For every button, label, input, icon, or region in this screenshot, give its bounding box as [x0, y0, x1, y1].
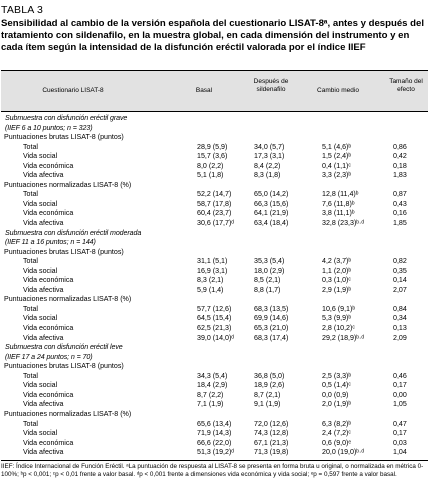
cell-c4: 1,04: [393, 448, 407, 457]
table-row: [1, 219, 428, 229]
cell-c3: 2,4 (7,2)ᶜ: [322, 429, 351, 438]
cell-c2: 67,1 (21,3): [254, 438, 289, 447]
cell-c2: 64,1 (21,9): [254, 209, 289, 218]
cell-c2: 17,3 (3,1): [254, 152, 285, 161]
cell-c0: Vida afectiva: [23, 333, 64, 342]
cell-c2: 71,3 (19,8): [254, 448, 289, 457]
score-group-heading: [1, 133, 428, 143]
table-row: [1, 334, 428, 344]
cell-c1: 8,7 (2,2): [197, 390, 224, 399]
cell-c0: Total: [23, 371, 38, 380]
cell-c0: Total: [23, 257, 38, 266]
cell-c3: 0,5 (1,4)ᶜ: [322, 381, 351, 390]
cell-c1: 62,5 (21,3): [197, 324, 232, 333]
table-row: [1, 190, 428, 200]
cell-c4: 0,17: [393, 381, 407, 390]
table-footnote: IIEF: Índice Internacional de Función Eréctil. ᵃLa puntuación de respuesta al LISAT-8 se presenta en forma bruta u original, o normalizada en métrica 0-100%; ᵇp < 0,001; ᶜp < 0,01 frente a valor basal. ᵈp < 0,001 frente a dimensiones vida económica y vida social; ᵉp = 0,597 frente a valor basal.: [1, 463, 424, 479]
cell-c2: 68,3 (13,5): [254, 304, 289, 313]
cell-c2: 35,3 (5,4): [254, 257, 285, 266]
score-group-heading: [1, 362, 428, 372]
table-header: [1, 71, 428, 112]
table-row: [1, 391, 428, 401]
subsample-heading: [1, 114, 428, 124]
cell-c2: 34,0 (5,7): [254, 142, 285, 151]
cell-c0: Vida económica: [23, 276, 74, 285]
header-effect-size: Tamaño del efecto: [389, 78, 423, 93]
cell-c3: 7,6 (11,8)ᵇ: [322, 199, 355, 208]
cell-c3: 1,1 (2,0)ᵇ: [322, 266, 352, 275]
cell-c0: Vida afectiva: [23, 285, 64, 294]
cell-c4: 0,34: [393, 314, 407, 323]
cell-c0: Puntuaciones normalizadas LISAT-8 (%): [4, 295, 132, 304]
cell-c2: 74,3 (12,8): [254, 429, 289, 438]
cell-c4: 1,05: [393, 400, 407, 409]
table-row: [1, 209, 428, 219]
cell-c3: 2,5 (3,3)ᵇ: [322, 371, 352, 380]
header-questionnaire: Cuestionario LISAT-8: [42, 87, 104, 94]
cell-c2: 8,4 (2,2): [254, 161, 281, 170]
cell-c3: 0,3 (1,0)ᶜ: [322, 276, 351, 285]
cell-c4: 0,47: [393, 419, 407, 428]
cell-c0: (IIEF 6 a 10 puntos; n = 323): [5, 123, 93, 132]
cell-c2: 8,7 (2,1): [254, 390, 281, 399]
table-row: [1, 439, 428, 449]
cell-c0: Vida afectiva: [23, 171, 64, 180]
cell-c0: Puntuaciones normalizadas LISAT-8 (%): [4, 180, 132, 189]
cell-c0: (IIEF 11 a 16 puntos; n = 144): [5, 238, 96, 247]
cell-c0: Vida económica: [23, 390, 74, 399]
cell-c3: 32,8 (23,3)ᵇ·ᵈ: [322, 219, 365, 228]
cell-c3: 5,3 (9,9)ᵇ: [322, 314, 352, 323]
cell-c4: 0,82: [393, 257, 407, 266]
cell-c0: Total: [23, 190, 38, 199]
cell-c0: Vida económica: [23, 324, 74, 333]
cell-c4: 0,18: [393, 161, 407, 170]
table-body: [1, 112, 428, 460]
cell-c1: 65,6 (13,4): [197, 419, 232, 428]
cell-c0: Vida económica: [23, 161, 74, 170]
table-row: [1, 171, 428, 181]
cell-c2: 72,0 (12,6): [254, 419, 289, 428]
cell-c0: Total: [23, 304, 38, 313]
cell-c3: 29,2 (18,9)ᵇ·ᵈ: [322, 333, 365, 342]
subsample-heading: [1, 353, 428, 363]
cell-c0: Submuestra con disfunción eréctil grave: [5, 114, 128, 122]
cell-c2: 69,9 (14,6): [254, 314, 289, 323]
cell-c2: 63,4 (18,4): [254, 219, 289, 228]
cell-c0: Vida económica: [23, 209, 74, 218]
cell-c0: Total: [23, 142, 38, 151]
cell-c2: 9,1 (1,9): [254, 400, 281, 409]
table-row: [1, 448, 428, 458]
cell-c2: 36,8 (5,0): [254, 371, 285, 380]
cell-c0: (IIEF 17 a 24 puntos; n = 70): [5, 352, 93, 361]
cell-c1: 30,6 (17,7)ᵈ: [197, 219, 234, 228]
cell-c2: 18,0 (2,9): [254, 266, 285, 275]
cell-c1: 8,0 (2,2): [197, 161, 224, 170]
cell-c4: 0,87: [393, 190, 407, 199]
cell-c1: 18,4 (2,9): [197, 381, 228, 390]
table-number: TABLA 3: [1, 4, 44, 16]
header-basal: Basal: [195, 87, 213, 94]
cell-c1: 39,0 (14,0)ᵈ: [197, 333, 234, 342]
table-row: [1, 276, 428, 286]
cell-c4: 0,43: [393, 199, 407, 208]
table-row: [1, 162, 428, 172]
cell-c1: 28,9 (5,9): [197, 142, 228, 151]
cell-c3: 3,3 (2,3)ᵇ: [322, 171, 352, 180]
cell-c4: 0,17: [393, 429, 407, 438]
cell-c1: 58,7 (17,8): [197, 199, 232, 208]
cell-c1: 15,7 (3,6): [197, 152, 228, 161]
cell-c2: 68,3 (17,4): [254, 333, 289, 342]
cell-c1: 31,1 (5,1): [197, 257, 228, 266]
cell-c3: 2,8 (10,2)ᶜ: [322, 324, 355, 333]
cell-c3: 6,3 (8,2)ᵇ: [322, 419, 352, 428]
cell-c4: 0,86: [393, 142, 407, 151]
cell-c3: 20,0 (19,0)ᵇ·ᵈ: [322, 448, 365, 457]
subsample-heading: [1, 343, 428, 353]
cell-c4: 0,00: [393, 390, 407, 399]
header-mean-change: Cambio medio: [317, 87, 359, 94]
subsample-heading: [1, 124, 428, 134]
cell-c4: 2,07: [393, 285, 407, 294]
cell-c1: 71,9 (14,3): [197, 429, 232, 438]
cell-c0: Vida social: [23, 266, 58, 275]
cell-c1: 16,9 (3,1): [197, 266, 228, 275]
table-row: [1, 305, 428, 315]
cell-c3: 5,1 (4,6)ᵇ: [322, 142, 352, 151]
score-group-heading: [1, 295, 428, 305]
cell-c1: 52,2 (14,7): [197, 190, 232, 199]
cell-c0: Vida social: [23, 429, 58, 438]
table-row: [1, 143, 428, 153]
table-title: Sensibilidad al cambio de la versión española del cuestionario LISAT-8ᵃ, antes y después del tratamiento con sildenafilo, en la muestra global, en cada dimensión del instrumento y en cada ítem según la intensidad de la disfunción eréctil valorada por el índice IIEF: [1, 18, 425, 53]
cell-c1: 34,3 (5,4): [197, 371, 228, 380]
cell-c0: Vida social: [23, 314, 58, 323]
cell-c1: 64,5 (15,4): [197, 314, 232, 323]
cell-c3: 3,8 (11,1)ᵇ: [322, 209, 355, 218]
cell-c0: Vida afectiva: [23, 219, 64, 228]
table-row: [1, 400, 428, 410]
cell-c0: Submuestra con disfunción eréctil moderada: [5, 228, 142, 237]
cell-c4: 0,42: [393, 152, 407, 161]
cell-c4: 0,46: [393, 371, 407, 380]
cell-c3: 2,9 (1,9)ᵇ: [322, 285, 352, 294]
cell-c1: 5,1 (1,8): [197, 171, 224, 180]
table-row: [1, 257, 428, 267]
cell-c0: Puntuaciones normalizadas LISAT-8 (%): [4, 409, 132, 418]
cell-c1: 66,6 (22,0): [197, 438, 232, 447]
table-row: [1, 314, 428, 324]
table-row: [1, 200, 428, 210]
table-row: [1, 372, 428, 382]
cell-c3: 0,0 (0,9): [322, 390, 349, 399]
cell-c1: 8,3 (2,1): [197, 276, 224, 285]
cell-c0: Total: [23, 419, 38, 428]
cell-c0: Puntuaciones brutas LISAT-8 (puntos): [4, 362, 124, 371]
table-row: [1, 324, 428, 334]
cell-c3: 4,2 (3,7)ᵇ: [322, 257, 352, 266]
cell-c3: 2,0 (1,9)ᵇ: [322, 400, 352, 409]
cell-c4: 1,85: [393, 219, 407, 228]
cell-c4: 2,09: [393, 333, 407, 342]
cell-c0: Vida afectiva: [23, 400, 64, 409]
cell-c0: Vida afectiva: [23, 448, 64, 457]
cell-c2: 8,3 (1,8): [254, 171, 281, 180]
cell-c3: 10,6 (9,1)ᵇ: [322, 304, 356, 313]
cell-c4: 0,14: [393, 276, 407, 285]
cell-c0: Puntuaciones brutas LISAT-8 (puntos): [4, 247, 124, 256]
cell-c2: 66,3 (15,6): [254, 199, 289, 208]
table-row: [1, 420, 428, 430]
table-row: [1, 286, 428, 296]
table-row: [1, 429, 428, 439]
cell-c1: 7,1 (1,9): [197, 400, 224, 409]
score-group-heading: [1, 248, 428, 258]
cell-c2: 8,5 (2,1): [254, 276, 281, 285]
subsample-heading: [1, 238, 428, 248]
score-group-heading: [1, 410, 428, 420]
cell-c2: 8,8 (1,7): [254, 285, 281, 294]
cell-c0: Vida social: [23, 381, 58, 390]
cell-c0: Vida social: [23, 152, 58, 161]
table-row: [1, 267, 428, 277]
table-row: [1, 152, 428, 162]
header-after-sildenafil: Después de sildenafilo: [253, 78, 289, 93]
cell-c1: 57,7 (12,6): [197, 304, 232, 313]
cell-c1: 60,4 (23,7): [197, 209, 232, 218]
cell-c0: Submuestra con disfunción eréctil leve: [5, 343, 123, 352]
subsample-heading: [1, 229, 428, 239]
cell-c4: 1,83: [393, 171, 407, 180]
cell-c0: Vida económica: [23, 438, 74, 447]
score-group-heading: [1, 181, 428, 191]
cell-c2: 65,0 (14,2): [254, 190, 289, 199]
cell-c0: Vida social: [23, 199, 58, 208]
cell-c4: 0,16: [393, 209, 407, 218]
cell-c3: 1,5 (2,4)ᵇ: [322, 152, 352, 161]
cell-c1: 5,9 (1,4): [197, 285, 224, 294]
cell-c3: 12,8 (11,4)ᵇ: [322, 190, 359, 199]
cell-c4: 0,03: [393, 438, 407, 447]
cell-c4: 0,84: [393, 304, 407, 313]
cell-c4: 0,35: [393, 266, 407, 275]
table-row: [1, 381, 428, 391]
cell-c0: Puntuaciones brutas LISAT-8 (puntos): [4, 133, 124, 142]
cell-c4: 0,13: [393, 324, 407, 333]
cell-c2: 65,3 (21,0): [254, 324, 289, 333]
cell-c1: 51,3 (19,2)ᵈ: [197, 448, 234, 457]
cell-c2: 18,9 (2,6): [254, 381, 285, 390]
cell-c3: 0,6 (9,0)ᵉ: [322, 438, 352, 447]
cell-c3: 0,4 (1,1)ᶜ: [322, 161, 351, 170]
data-table: [1, 70, 428, 461]
